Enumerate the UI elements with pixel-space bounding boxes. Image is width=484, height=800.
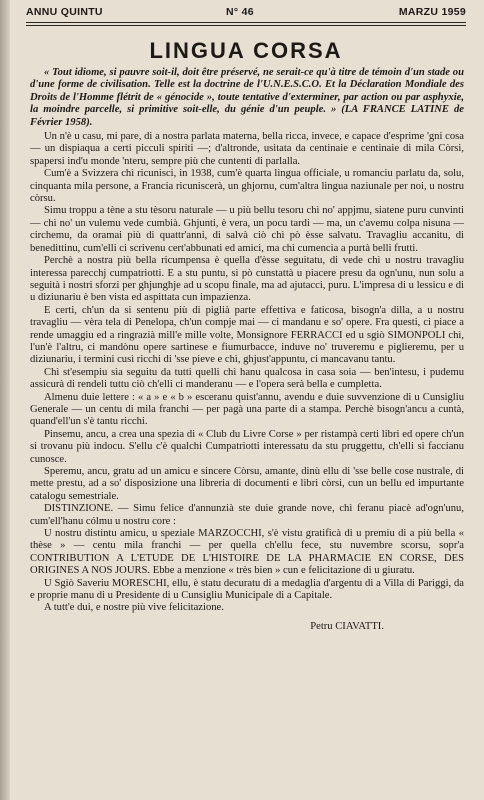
header-date: MARZU 1959	[398, 6, 466, 18]
paragraph: Perchè a nostra più bella ricumpensa è quella d'èsse seguitatu, di vede chì u nostru travagliu interessa parecchj cumpatriotti. E a stu puntu, si pò cunstattà u piacere presu da ogn'unu, nun solu a seguità i nostri sforzi per ghjunghje ad u scopu finale, ma ad ajutacci, puru. L'impresa di u lessicu e di u diziunariu è ben vista ed aspittata cun impazienza.	[30, 255, 464, 304]
article-body	[30, 67, 464, 644]
paragraph: U nostru distintu amicu, u speziale MARZOCCHI, s'è vistu gratificà di u premiu di a più bella « thèse » — centu mila franchi — per quella ch'ellu fece, stu nuvembre scorsu, sopr'a CONTRIBUTION A L'ETUDE DE L'HISTOIRE DE LA PHARMACIE EN CORSE, DES ORIGINES A NOS JOURS. Ebbe a menzione « très bien » cun e felicitazione di u giuratu.	[30, 528, 464, 577]
article-title: LINGUA CORSA	[149, 38, 343, 63]
header-issue-number: N° 46	[226, 6, 254, 18]
paragraph: Pinsemu, ancu, a crea una spezia di « Club du Livre Corse » per ristampà certi libri ed opere ch'un si trovanu più indocu. S'ellu c'è qualchi Cumpatriotti interessatu da stu pruggettu, ch'elli si faccianu cunosce.	[30, 428, 464, 465]
author-signature: Petru CIAVATTI.	[310, 620, 384, 632]
header-rule-top	[26, 22, 466, 23]
header-rule-bottom	[26, 25, 466, 26]
paragraph: E certi, ch'un da si sentenu più di piglià parte effettiva e faticosa, bisogn'a dilla, a u nostru travagliu — vèra tela di Penelopa, ch'un compje mai — ci mandanu e so' opere. Fra questi, ci piace a rende umaggiu ed a ringrazià mill'e mille volte, Monsignore FERRACCI ed u sgiò SIMONPOLI chì, l'un'è l'altru, ci mandònu opere sartinese e fiumurbacce, induve no' truveremu e piglieremu, per u diziunariu, i termini cusì ricchi di 'sse pieve e chì, ghjust'appuntu, ci mancavanu tantu.	[30, 304, 464, 366]
paragraph: Cum'è a Svizzera chì ricunisci, in 1938, cum'è quarta lingua officiale, u romanciu parlatu da, solu, cinquanta mila persone, a Francia ricuniscerà, un ghjornu, cum'altra lingua naziunale per noi, u nostru còrsu.	[30, 168, 464, 205]
paragraph: Un n'è u casu, mi pare, di a nostra parlata materna, bella ricca, invece, e capace d'esprime 'gni cosa — un dispiaqua a certi picculi spiriti —; d'altronde, usitata da centinaie e centinaie di mila Còrsi, spapersi ind'u monde 'nteru, sempre più che cuntenti di parlalla.	[30, 131, 464, 167]
paragraph: DISTINZIONE. — Simu felice d'annunzià ste duie grande nove, chì feranu piacè ad'ogn'unu, cum'ell'hanu cólmu u nostru core :	[30, 503, 464, 527]
paragraph: Speremu, ancu, gratu ad un amicu e sincere Còrsu, amante, dinù ellu di 'sse belle cose nustrale, di mette prestu, ad a so' disposizione una libreria di documenti e libri còrsi, cun un bellu ed impurtante catalogu semestriale.	[30, 466, 464, 502]
paragraph: Chì st'esempiu sìa seguitu da tutti quelli chì hanu qualcosa in casa soia — ben'intesu, i pudemu assicurà di rendeli tuttu ciò ch'elli ci manderanu — e l'opera serà bella e cumpletta.	[30, 366, 464, 391]
running-header	[26, 6, 466, 20]
page-spine-shadow	[0, 0, 10, 800]
paragraph: U Sgiò Saveriu MORESCHI, ellu, è statu decuratu di a medaglia d'argentu di a Villa di Pariggi, da e proprie manu di u Presidente di u Cunsigliu Municipale di a Capitale.	[30, 577, 464, 602]
header-volume: ANNU QUINTU	[26, 6, 103, 18]
epigraph-quote: « Tout idiome, si pauvre soit-il, doit être préservé, ne serait-ce qu'à titre de témoin d'un stade ou d'une forme de civilisation. Telle est la doctrine de l'U.N.E.S.C.O. Et la Déclaration Mondiale des Droits de l'Homme flétrit de « génocide », toute tentative d'exterminer, par action ou par asphyxie, la moindre parcelle, si primitive soit-elle, du génie d'un peuple. » (LA FRANCE LATINE de Février 1958).	[30, 67, 464, 128]
paragraph: A tutt'e dui, e nostre più vive felicitazione.	[44, 602, 224, 614]
paragraph: Simu troppu a tène a stu tèsoru naturale — u più bellu tesoru chì no' appjmu, siatene puru cunvinti — chì no' un vulemu vede cumbià. Ghjunti, è vera, un pocu tardi — ma, un c'avemu colpa nisuna — circhemu, da oramai più di quattr'anni, di salvà ciò chì pò èsse salvatu. Travagliu accanitu, di benedittinu, cum'elli ci scrivenu cert'abbunati ed amici, ma chì cumencia a purtà belli frutti.	[30, 205, 464, 254]
paragraph: Almenu duie lettere : « a » e « b » esceranu quist'annu, avendu e duie suvvenzione di u Cunsigliu Generale — un centu di mila franchi — per pagà una parte di a stampa. Perchè bisogn'ancu a cuntà, quand'ell'un s'è tantu ricchi.	[30, 391, 464, 428]
